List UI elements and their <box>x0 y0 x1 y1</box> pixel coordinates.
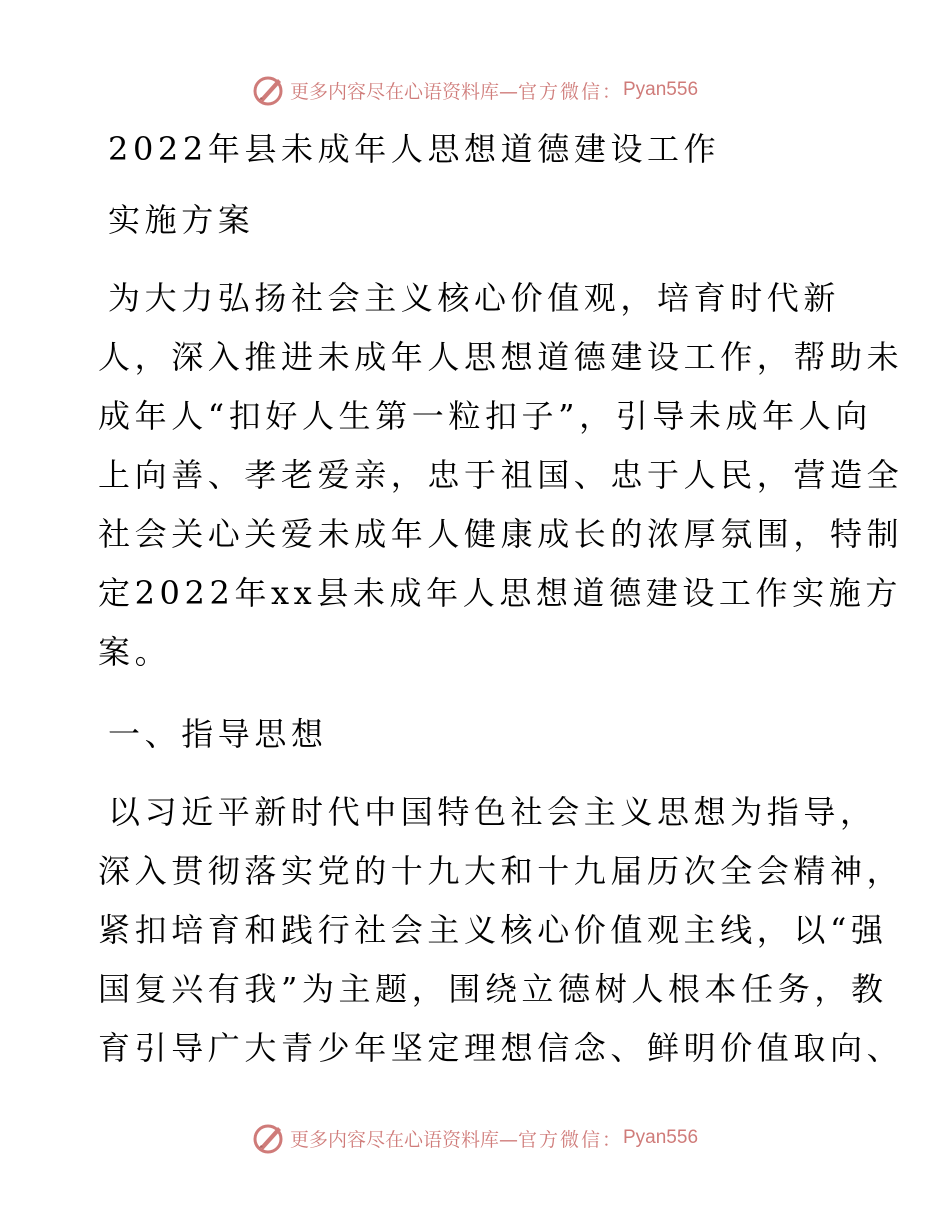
paragraph-line: 深入贯彻落实党的十九大和十九届历次全会精神， <box>98 852 904 890</box>
footer-watermark <box>0 1118 950 1158</box>
watermark-text: 更多内容尽在心语资料库— <box>289 80 518 103</box>
paragraph-line: 定2022年xx县未成年人思想道德建设工作实施方 <box>98 574 902 612</box>
quill-logo-icon <box>252 1121 286 1155</box>
document-title-line-1: 2022年县未成年人思想道德建设工作 <box>108 130 721 168</box>
document-title-line-2: 实施方案 <box>108 201 255 239</box>
watermark-wechat-id: Pyan556 <box>623 79 699 100</box>
section-paragraph <box>98 783 904 1078</box>
header-watermark <box>0 70 950 110</box>
document-body <box>98 120 904 1078</box>
paragraph-line: 人，深入推进未成年人思想道德建设工作，帮助未 <box>98 338 904 376</box>
intro-paragraph <box>98 269 904 682</box>
section-heading: 一、指导思想 <box>108 715 328 753</box>
watermark-text: 更多内容尽在心语资料库— <box>289 1128 518 1151</box>
paragraph-line: 以习近平新时代中国特色社会主义思想为指导， <box>108 793 877 831</box>
watermark-wechat-label: 官方微信： <box>517 80 623 103</box>
paragraph-line: 成年人“扣好人生第一粒扣子”，引导未成年人向 <box>98 397 872 435</box>
paragraph-line: 为大力弘扬社会主义核心价值观，培育时代新 <box>108 279 841 317</box>
watermark-wechat-label: 官方微信： <box>517 1128 623 1151</box>
quill-logo-icon <box>252 73 286 107</box>
paragraph-line: 社会关心关爱未成年人健康成长的浓厚氛围，特制 <box>98 515 904 553</box>
paragraph-line: 育引导广大青少年坚定理想信念、鲜明价值取向、 <box>98 1029 904 1067</box>
paragraph-line: 案。 <box>98 633 172 671</box>
watermark-wechat-id: Pyan556 <box>623 1127 699 1148</box>
paragraph-line: 紧扣培育和践行社会主义核心价值观主线，以“强 <box>98 911 888 949</box>
paragraph-line: 上向善、孝老爱亲，忠于祖国、忠于人民，营造全 <box>98 456 904 494</box>
paragraph-line: 国复兴有我”为主题，围绕立德树人根本任务，教 <box>98 970 888 1008</box>
